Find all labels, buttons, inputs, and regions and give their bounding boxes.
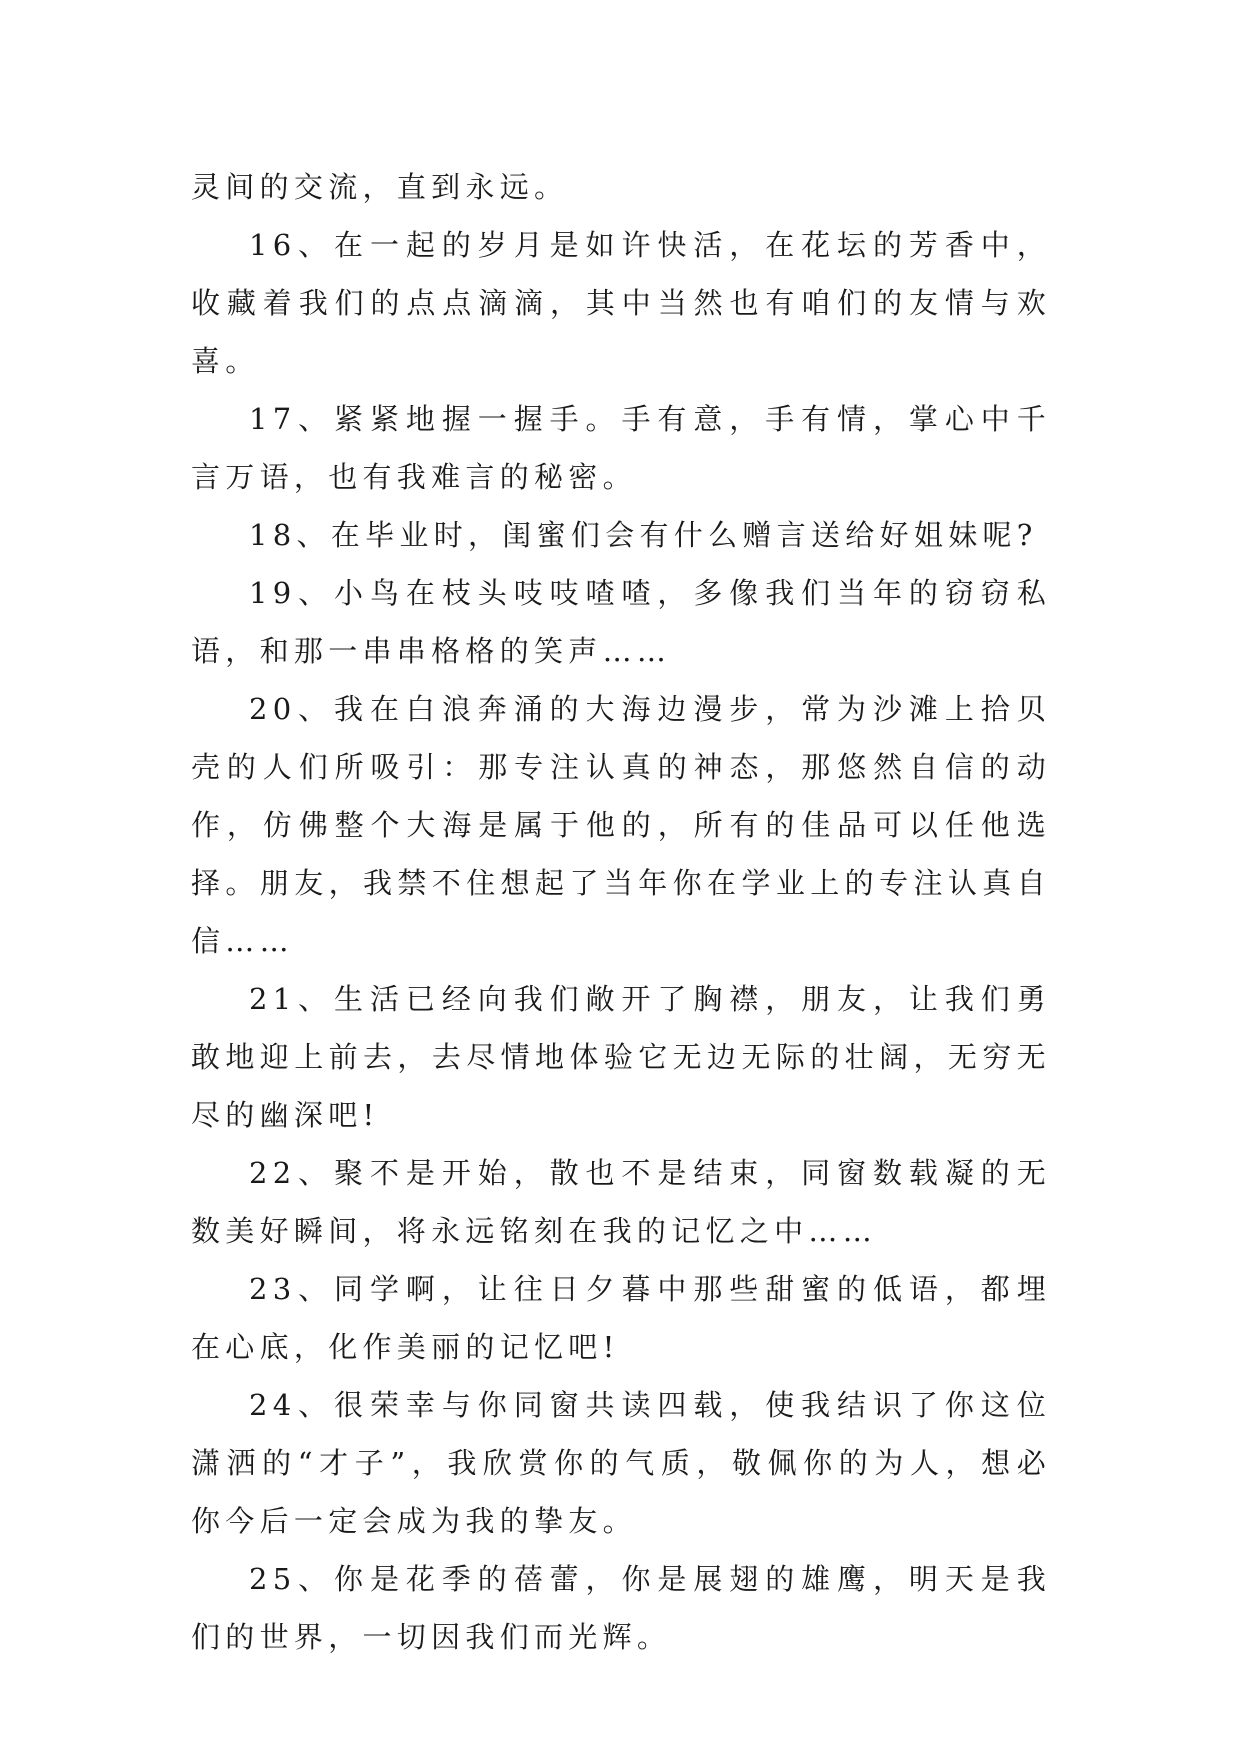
paragraph-18: 18、在毕业时，闺蜜们会有什么赠言送给好姐妹呢? bbox=[249, 518, 1038, 552]
paragraph-16: 16、在一起的岁月是如许快活，在花坛的芳香中，收藏着我们的点点滴滴，其中当然也有咱们的友情与欢喜。 bbox=[191, 228, 1051, 378]
paragraph-23: 23、同学啊，让往日夕暮中那些甜蜜的低语，都埋在心底，化作美丽的记忆吧! bbox=[191, 1272, 1051, 1364]
document-body bbox=[191, 158, 1051, 1666]
paragraph-22: 22、聚不是开始，散也不是结束，同窗数载凝的无数美好瞬间，将永远铭刻在我的记忆之中…… bbox=[191, 1156, 1051, 1248]
paragraph-19: 19、小鸟在枝头吱吱喳喳，多像我们当年的窃窃私语，和那一串串格格的笑声…… bbox=[191, 576, 1051, 668]
paragraph-25: 25、你是花季的蓓蕾，你是展翅的雄鹰，明天是我们的世界，一切因我们而光辉。 bbox=[191, 1562, 1051, 1654]
paragraph-continuation: 灵间的交流，直到永远。 bbox=[191, 170, 569, 204]
paragraph-21: 21、生活已经向我们敞开了胸襟，朋友，让我们勇敢地迎上前去，去尽情地体验它无边无际的壮阔，无穷无尽的幽深吧! bbox=[191, 982, 1051, 1132]
paragraph-17: 17、紧紧地握一握手。手有意，手有情，掌心中千言万语，也有我难言的秘密。 bbox=[191, 402, 1051, 494]
paragraph-24: 24、很荣幸与你同窗共读四载，使我结识了你这位潇洒的“才子”，我欣赏你的气质，敬佩你的为人，想必你今后一定会成为我的挚友。 bbox=[191, 1388, 1051, 1538]
paragraph-20: 20、我在白浪奔涌的大海边漫步，常为沙滩上拾贝壳的人们所吸引：那专注认真的神态，那悠然自信的动作，仿佛整个大海是属于他的，所有的佳品可以任他选择。朋友，我禁不住想起了当年你在学业上的专注认真自信…… bbox=[191, 692, 1051, 958]
